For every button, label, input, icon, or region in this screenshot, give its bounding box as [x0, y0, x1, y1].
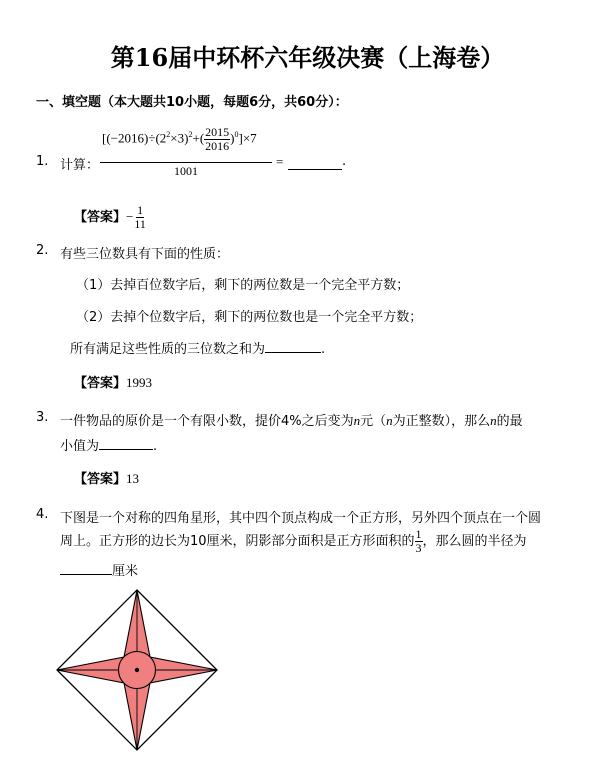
- q2-answer-value: 1993: [126, 375, 153, 390]
- q1-prompt: 计算：: [60, 158, 100, 173]
- q3-line1-d: 的最: [496, 414, 523, 429]
- q4-frac-den: 3: [415, 541, 422, 555]
- q3-var-n-3: n: [490, 413, 497, 428]
- q4-line2-a: 周上。正方形的边长为10厘米，阴影部分面积是正方形面积的: [60, 534, 415, 549]
- q2-line4-text: 所有满足这些性质的三位数之和为: [70, 342, 266, 357]
- q1-expr-plus: +: [192, 130, 200, 146]
- q1-inner-den: 2016: [205, 139, 230, 153]
- q1-exp-outer: 2: [188, 130, 193, 140]
- section-heading: 一、填空题（本大题共10小题，每题6分，共60分）：: [36, 95, 348, 110]
- q4-line2: [60, 528, 527, 556]
- q4-number: 4.: [36, 507, 49, 522]
- q3-line2: [60, 435, 157, 454]
- q3-line1-c: 为正整数），那么: [392, 414, 491, 429]
- q3-answer-value: 13: [126, 471, 140, 486]
- q3-line1-b: 元（: [360, 414, 387, 429]
- q1-expr-open: [(−2016)÷(2: [102, 130, 167, 146]
- q1-answer-fraction: [133, 204, 147, 231]
- q1-answer-sign: −: [126, 209, 134, 224]
- q2-line3: （2）去掉个位数字后，剩下的两位数也是一个完全平方数；: [76, 310, 423, 325]
- q3-answer-blank: [99, 437, 153, 450]
- answer-label: 【答案】: [74, 210, 127, 225]
- q1-exp2: 2: [166, 130, 171, 140]
- q3-line2-text: 小值为: [60, 439, 100, 454]
- q4-line3: [60, 560, 138, 579]
- q2-number: 2.: [36, 243, 49, 258]
- q1-answer-num: 1: [137, 203, 144, 217]
- q4-line1: 下图是一个对称的四角星形，其中四个顶点构成一个正方形，另外四个顶点在一个圆: [60, 511, 542, 526]
- q4-answer-blank: [60, 562, 112, 575]
- q3-var-n-2: n: [386, 413, 393, 428]
- q3-line1-a: 一件物品的原价是一个有限小数，提价4%之后变为: [60, 414, 354, 429]
- q1-inner-num: 2015: [205, 125, 230, 139]
- answer-label: 【答案】: [74, 376, 127, 391]
- page-title: 第16届中环杯六年级决赛（上海卷）: [110, 43, 505, 72]
- q3-var-n-1: n: [353, 413, 361, 428]
- q3-line1: [60, 410, 523, 429]
- q1-answer-den: 11: [134, 217, 146, 231]
- q4-line2-b: ，那么圆的半径为: [422, 534, 527, 549]
- q1-number: 1.: [36, 154, 49, 169]
- q1-fraction-bar: [100, 162, 272, 163]
- q1-answer-blank: [288, 155, 342, 174]
- q1-answer: [74, 204, 147, 231]
- q2-line4: [70, 338, 325, 357]
- q1-numerator-expression: [$(-2016)\div(2^2\times 3)^2+$( $\frac{2015}{2016}$ )$^0$]×7: [102, 125, 257, 153]
- q4-unit: 厘米: [112, 564, 139, 579]
- q1-expr-mid: ×3): [170, 130, 189, 146]
- q2-answer-blank: [265, 340, 321, 353]
- q4-fraction: [415, 528, 423, 555]
- q1-exp-zero: 0: [234, 130, 239, 140]
- figure-center-dot: [135, 668, 139, 672]
- q2-answer: [74, 372, 152, 391]
- q2-line2: （1）去掉百位数字后，剩下的两位数是一个完全平方数；: [76, 278, 410, 293]
- answer-label: 【答案】: [74, 472, 127, 487]
- q3-period: .: [153, 439, 158, 454]
- star-figure: [52, 585, 222, 755]
- q1-inner-fraction: [204, 126, 230, 153]
- q1-period: .: [342, 154, 347, 169]
- q4-frac-num: 1: [415, 527, 422, 541]
- q2-period: .: [321, 342, 326, 357]
- q3-number: 3.: [36, 410, 49, 425]
- q1-expr-close: ]×7: [238, 130, 257, 146]
- q2-line1: 有些三位数具有下面的性质：: [60, 247, 230, 262]
- q1-denominator: 1001: [174, 164, 198, 178]
- q3-answer: [74, 468, 139, 487]
- q1-equals: =: [276, 154, 284, 169]
